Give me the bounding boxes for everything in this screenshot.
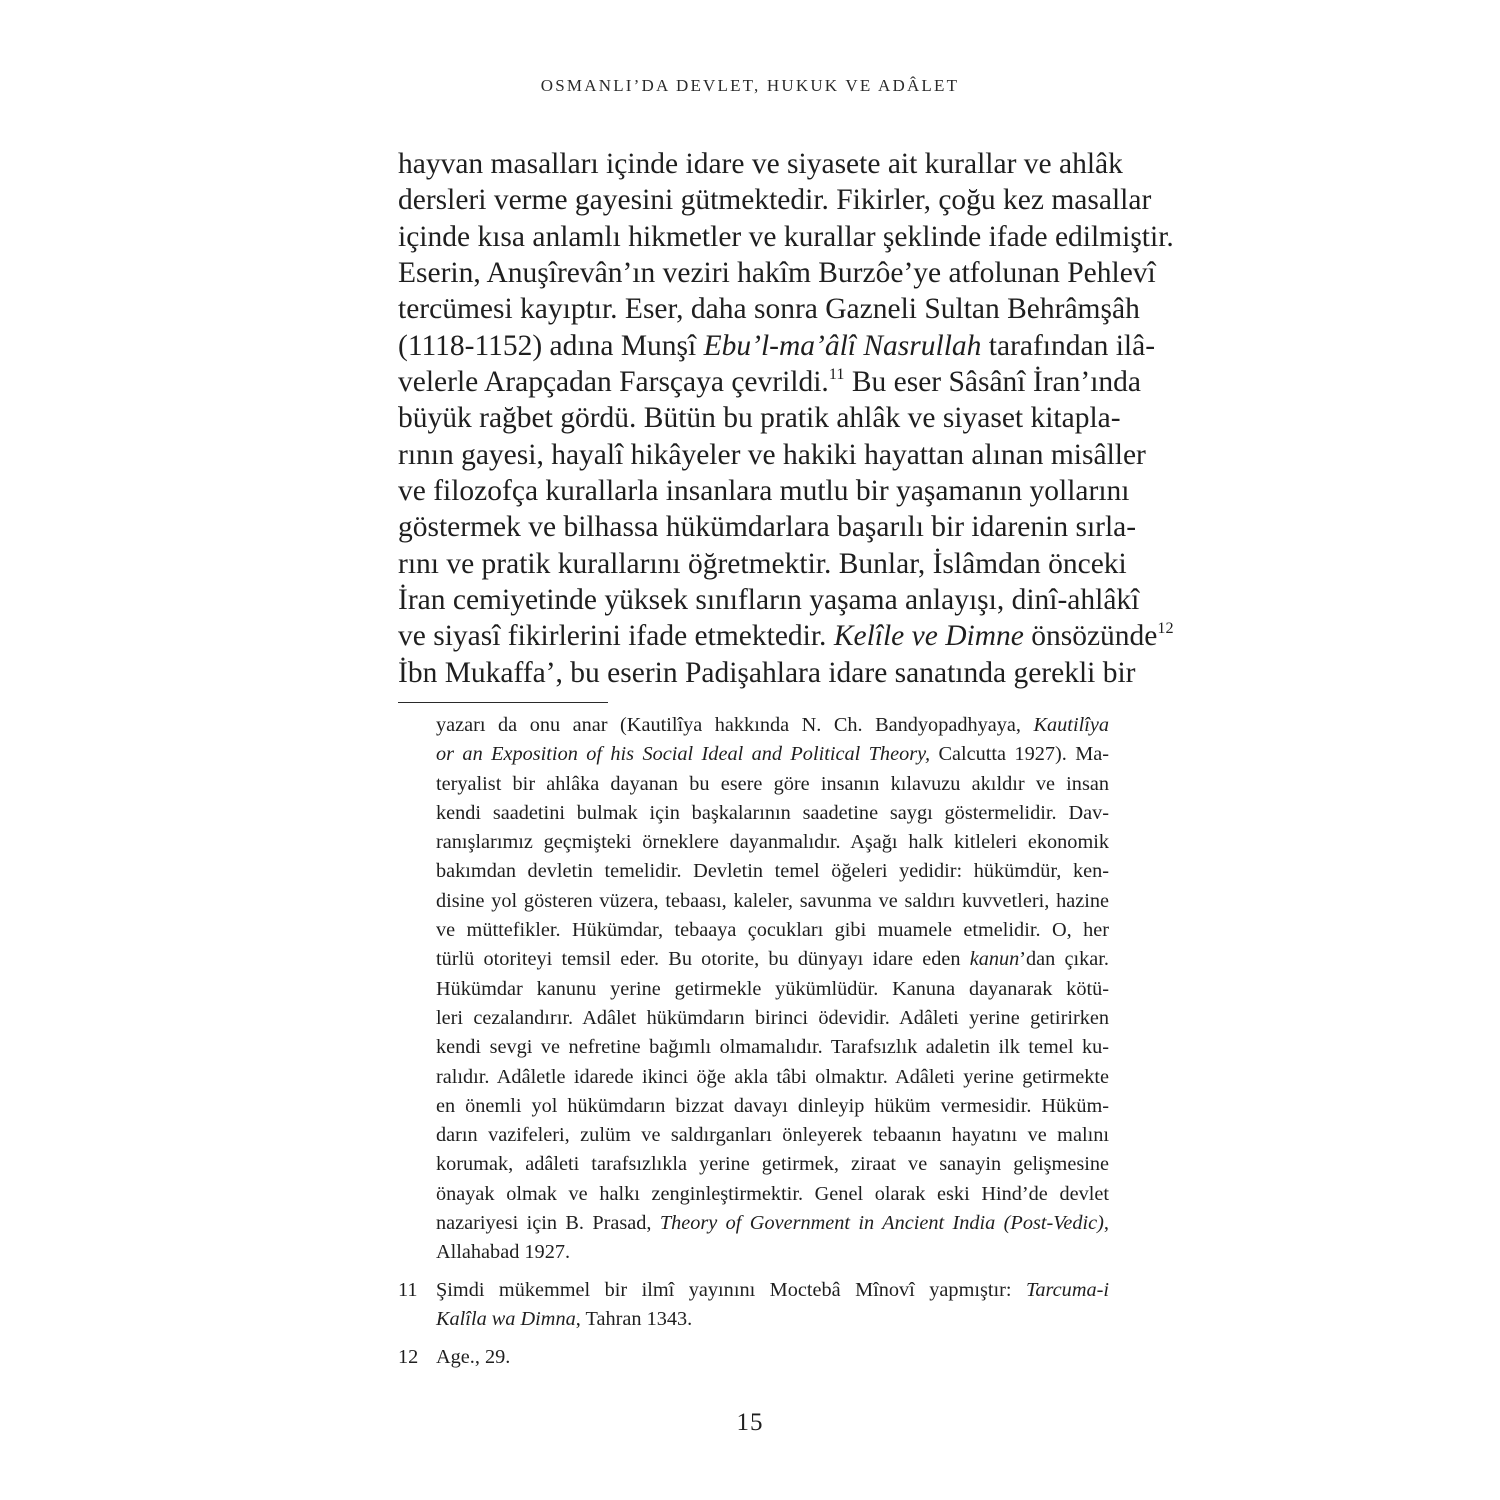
footnote-line: bakımdan devletin temelidir. Devletin temel öğeleri yedidir: hükümdür, ken-: [436, 860, 1109, 883]
footnote-line: or an Exposition of his Social Ideal and Political Theory, Calcutta 1927). Ma-: [436, 743, 1110, 766]
body-line: rını ve pratik kurallarını öğretmektir. Bunlar, İslâmdan önceki: [398, 547, 1127, 580]
italic-span: Tarcuma-i: [1025, 1278, 1109, 1301]
italic-span: Theory of Government in Ancient India (Post-Vedic): [659, 1212, 1104, 1235]
page-number: 15: [736, 1409, 764, 1436]
body-line: rının gayesi, hayalî hikâyeler ve hakiki hayattan alınan misâller: [398, 438, 1146, 471]
italic-span: Kautilîya: [1033, 714, 1109, 736]
footnote-line: Allahabad 1927.: [436, 1241, 571, 1264]
footnote-line: ranışlarımız geçmişteki örneklere dayanmalıdır. Aşağı halk kitleleri ekonomik: [436, 831, 1109, 854]
footnote-number: 11: [398, 1278, 418, 1301]
footnote-continuation: [436, 711, 1109, 1268]
footnote-11: [398, 1276, 1109, 1335]
footnotes-area: [398, 711, 1110, 1369]
body-text: [398, 146, 1174, 691]
footnote-line: Age., 29.: [436, 1346, 511, 1369]
footnote-ref: 11: [828, 364, 845, 383]
footnote-line: Şimdi mükemmel bir ilmî yayınını Moctebâ Mînovî yapmıştır: Tarcuma-i: [436, 1278, 1109, 1301]
footnote-line: leri cezalandırır. Adâlet hükümdarın birinci ödevidir. Adâleti yerine getirirken: [436, 1006, 1109, 1029]
body-line: hayvan masalları içinde idare ve siyasete ait kurallar ve ahlâk: [398, 148, 1123, 180]
body-line: ve siyasî fikirlerini ifade etmektedir. Kelîle ve Dimne önsözünde$^{12}$: [398, 619, 1174, 653]
footnote-ref: 12: [1157, 619, 1174, 638]
footnote-line: nazariyesi için B. Prasad, Theory of Government in Ancient India (Post-Vedic),: [436, 1212, 1109, 1235]
body-line: göstermek ve bilhassa hükümdarlara başarılı bir idarenin sırla-: [398, 511, 1137, 544]
footnote-line: ralıdır. Adâletle idarede ikinci öğe akla tâbi olmaktır. Adâleti yerine getirmekte: [436, 1065, 1109, 1088]
footnote-line: ve müttefikler. Hükümdar, tebaaya çocukları gibi muamele etmelidir. O, her: [436, 919, 1109, 942]
footnote-line: korumak, adâleti tarafsızlıkla yerine getirmek, ziraat ve sanayin gelişmesine: [436, 1153, 1109, 1176]
body-line: büyük rağbet gördü. Bütün bu pratik ahlâk ve siyaset kitapla-: [398, 402, 1121, 435]
footnote-line: darın vazifeleri, zulüm ve saldırganları önleyerek tebaanın hayatını ve malını: [436, 1124, 1109, 1147]
footnote-number: 12: [398, 1346, 419, 1369]
body-line: ve filozofça kurallarla insanlara mutlu bir yaşamanın yollarını: [398, 475, 1130, 508]
footnote-line: teryalist bir ahlâka dayanan bu esere göre insanın kılavuzu akıldır ve insan: [436, 772, 1109, 795]
body-line: İbn Mukaffa’, bu eserin Padişahlara idare sanatında gerekli bir: [398, 656, 1136, 689]
running-head: OSMANLI’DA DEVLET, HUKUK VE ADÂLET: [540, 76, 960, 95]
body-line: velerle Arapçadan Farsçaya çevrildi.$^{11}$ Bu eser Sâsânî İran’ında: [398, 364, 1141, 399]
italic-span: Ebu’l-ma’âlî Nasrullah: [703, 329, 982, 362]
italic-span: or an Exposition of his Social Ideal and Political Theory,: [436, 743, 931, 766]
footnote-line: kendi sevgi ve nefretine bağımlı olmamalıdır. Tarafsızlık adaletin ilk temel ku-: [436, 1036, 1109, 1059]
body-line: tercümesi kayıptır. Eser, daha sonra Gazneli Sultan Behrâmşâh: [398, 293, 1140, 326]
footnote-line: yazarı da onu anar (Kautilîya hakkında N. Ch. Bandyopadhyaya, Kautilîya: [436, 714, 1109, 736]
footnote-line: kendi saadetini bulmak için başkalarının saadetine saygı göstermelidir. Dav-: [436, 801, 1109, 824]
footnote-separator-rule: [398, 702, 608, 703]
footnote-line: önayak olmak ve halkı zenginleştirmektir. Genel olarak eski Hind’de devlet: [436, 1182, 1109, 1205]
body-line: Eserin, Anuşîrevân’ın veziri hakîm Burzôe’ye atfolunan Pehlevî: [398, 257, 1156, 290]
italic-span: Kelîle ve Dimne: [833, 620, 1024, 653]
italic-span: kanun: [969, 948, 1020, 971]
footnote-line: en önemli yol hükümdarın bizzat davayı dinleyip hüküm vermesidir. Hüküm-: [436, 1094, 1109, 1117]
footnote-line: disine yol gösteren vüzera, tebaası, kaleler, savunma ve saldırı kuvvetleri, hazine: [436, 889, 1109, 912]
body-line: dersleri verme gayesini gütmektedir. Fikirler, çoğu kez masallar: [398, 184, 1152, 217]
body-line: (1118-1152) adına Munşî Ebu’l-ma’âlî Nasrullah tarafından ilâ-: [398, 329, 1156, 362]
italic-span: Kalîla wa Dimna: [436, 1307, 576, 1330]
body-line: İran cemiyetinde yüksek sınıfların yaşama anlayışı, dinî-ahlâkî: [398, 584, 1140, 617]
body-line: içinde kısa anlamlı hikmetler ve kurallar şeklinde ifade edilmiştir.: [398, 220, 1174, 253]
footnote-12: [398, 1343, 1109, 1372]
footnote-line: Kalîla wa Dimna, Tahran 1343.: [436, 1307, 693, 1330]
footnote-line: türlü otoriteyi temsil eder. Bu otorite, bu dünyayı idare eden kanun’dan çıkar.: [436, 948, 1109, 971]
footnote-line: Hükümdar kanunu yerine getirmekle yükümlüdür. Kanuna dayanarak kötü-: [436, 977, 1109, 1000]
